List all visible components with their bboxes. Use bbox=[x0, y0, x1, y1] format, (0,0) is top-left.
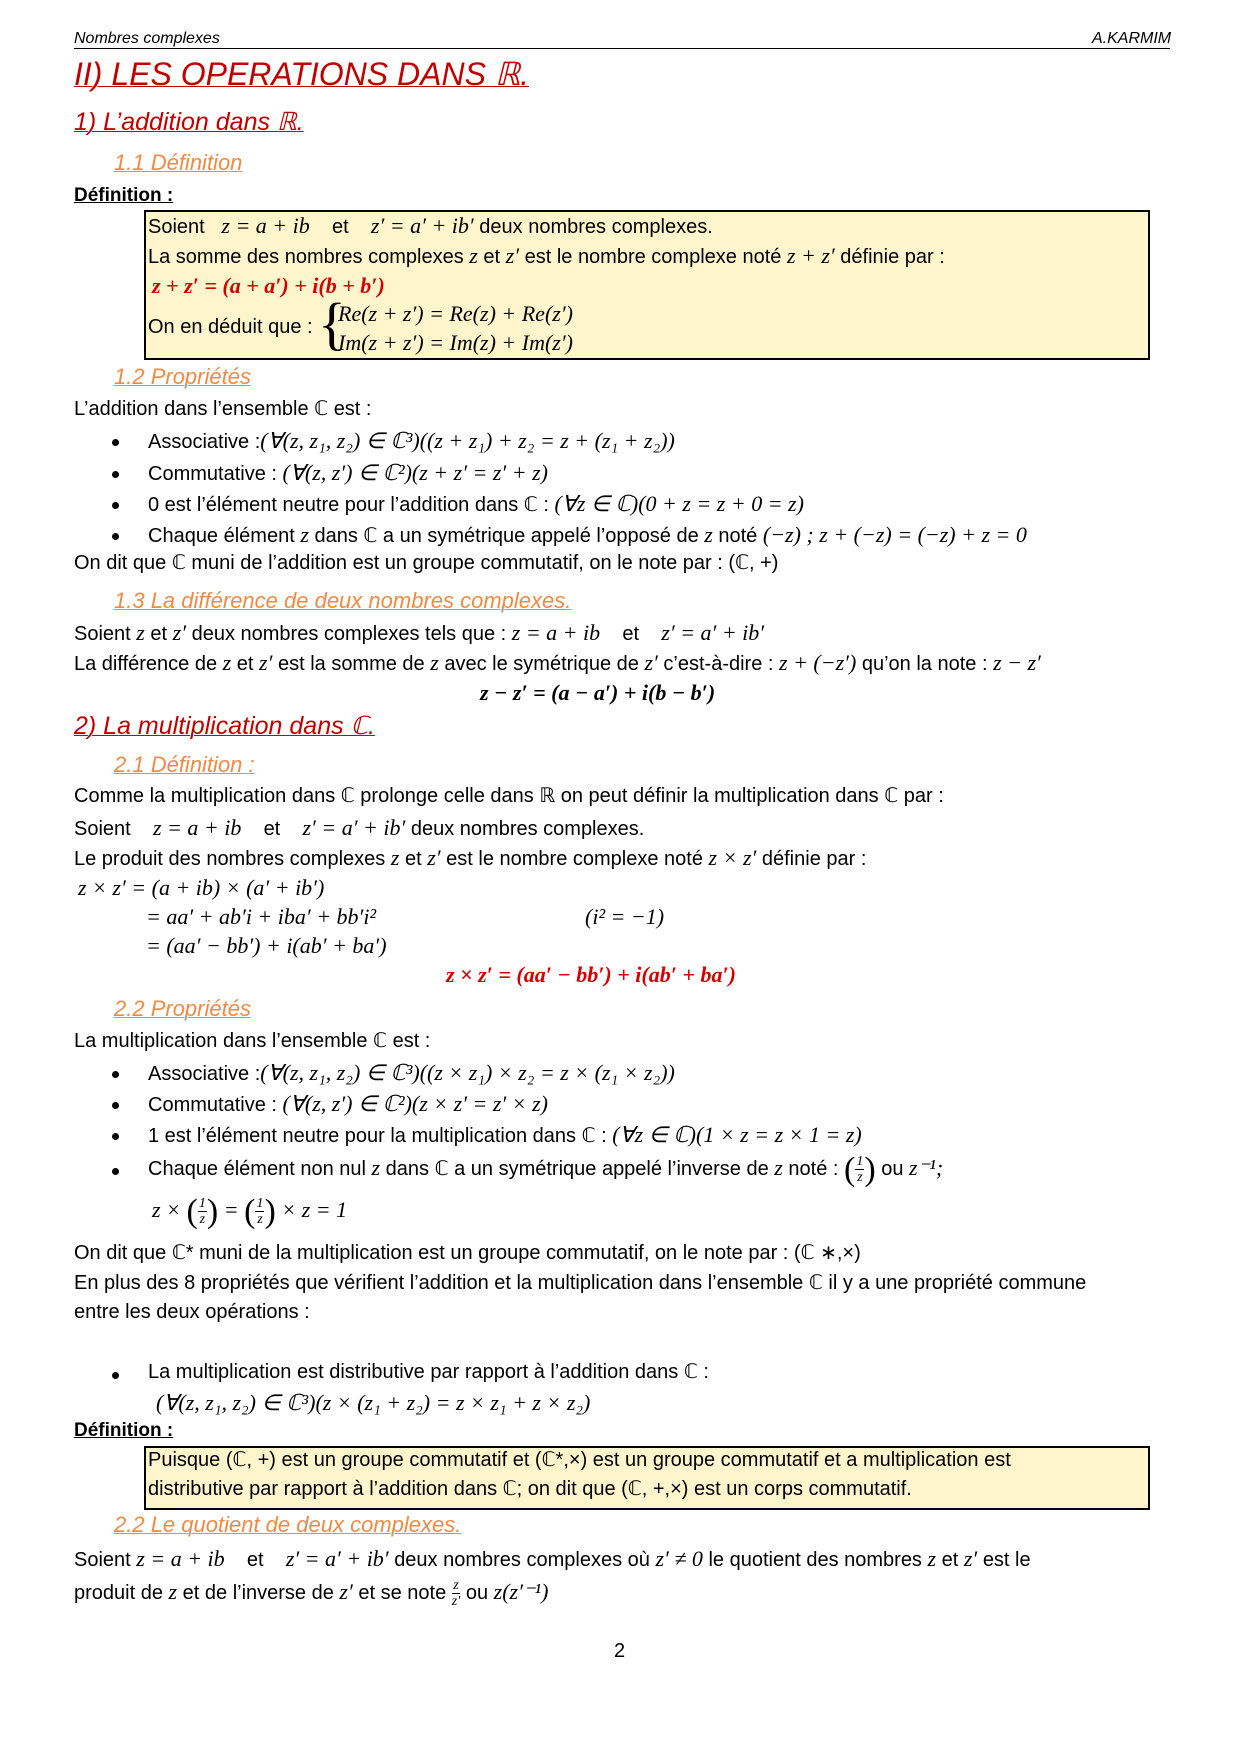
math: (∀z ∈ ℂ)(1 × z = z × 1 = z) bbox=[612, 1122, 862, 1147]
text: deux nombres complexes. bbox=[410, 818, 645, 840]
math: (∀(z, z′) ∈ ℂ²)(z + z′ = z′ + z) bbox=[282, 460, 548, 485]
section-1-heading: 1) L’addition dans ℝ. bbox=[74, 108, 304, 136]
mult-prop-commutative bbox=[148, 1091, 548, 1117]
page-title: II) LES OPERATIONS DANS ℝ. bbox=[74, 56, 530, 92]
math: z bbox=[927, 1546, 937, 1571]
mult-prop-inverse bbox=[148, 1150, 943, 1189]
bullet bbox=[112, 439, 119, 446]
box-deduit: On en déduit que : bbox=[148, 316, 313, 338]
text: et bbox=[404, 848, 422, 870]
text: définie par : bbox=[840, 246, 945, 268]
header-left: Nombres complexes bbox=[74, 30, 220, 47]
math: z′ bbox=[339, 1579, 353, 1605]
text: et bbox=[236, 653, 254, 675]
section-1-3-heading: 1.3 La différence de deux nombres complexes. bbox=[114, 588, 572, 613]
text: Soient bbox=[148, 216, 205, 238]
math-z: z = a + ib bbox=[221, 213, 310, 238]
math: (−z) ; z + (−z) = (−z) + z = 0 bbox=[762, 522, 1027, 547]
math: (∀(z, z₁, z₂) ∈ ℂ³)((z + z₁) + z₂ = z + (z₁ + z₂)) bbox=[260, 428, 675, 453]
text: et bbox=[941, 1549, 959, 1571]
text: deux nombres complexes tels que : bbox=[191, 623, 507, 645]
bullet bbox=[112, 1372, 119, 1379]
mult-line-2 bbox=[74, 815, 644, 841]
plus-line-2: entre les deux opérations : bbox=[74, 1301, 310, 1323]
distributive-formula: (∀(z, z₁, z₂) ∈ ℂ³)(z × (z₁ + z₂) = z × z₁ + z × z₂) bbox=[156, 1390, 591, 1415]
definition-label: Définition : bbox=[74, 185, 174, 206]
fraction-inverse bbox=[198, 1196, 207, 1228]
text: 0 est l’élément neutre pour l’addition dans ℂ : bbox=[148, 494, 549, 516]
group-addition: On dit que ℂ muni de l’addition est un groupe commutatif, on le note par : (ℂ, +) bbox=[74, 552, 779, 574]
box-line-1 bbox=[148, 213, 713, 239]
math: z bbox=[371, 1154, 381, 1180]
fraction-numerator: 1 bbox=[856, 1153, 864, 1169]
math: z × bbox=[152, 1196, 181, 1222]
math: z′ bbox=[644, 650, 658, 675]
math: z = a + ib bbox=[136, 1546, 225, 1571]
text: La somme des nombres complexes bbox=[148, 246, 464, 268]
text: le quotient des nombres bbox=[708, 1549, 922, 1571]
fraction-quotient bbox=[452, 1578, 461, 1610]
difference-formula: z − z′ = (a − a′) + i(b − b′) bbox=[480, 680, 716, 705]
math: × z = 1 bbox=[281, 1196, 348, 1222]
paren-close: ) bbox=[864, 1151, 876, 1188]
text: et de l’inverse de bbox=[182, 1582, 334, 1605]
math: z′ bbox=[427, 845, 441, 870]
section-1-1-heading: 1.1 Définition bbox=[114, 150, 243, 175]
addition-formula: z + z′ = (a + a′) + i(b + b′) bbox=[152, 273, 385, 298]
text: est le nombre complexe noté bbox=[446, 848, 703, 870]
calc-line-3: = (aa′ − bb′) + i(ab′ + ba′) bbox=[146, 933, 387, 958]
bullet bbox=[112, 1133, 119, 1140]
prop-intro: L’addition dans l’ensemble ℂ est : bbox=[74, 398, 372, 420]
text: définie par : bbox=[761, 848, 867, 870]
section-2-1-heading: 2.1 Définition : bbox=[114, 752, 255, 777]
math: z′ bbox=[505, 243, 520, 268]
group-multiplication: On dit que ℂ* muni de la multiplication est un groupe commutatif, on le note par : (ℂ ∗,×) bbox=[74, 1242, 861, 1264]
bullet bbox=[112, 533, 119, 540]
math: z × z′ bbox=[708, 845, 757, 870]
text: deux nombres complexes où bbox=[394, 1549, 650, 1571]
text: Commutative : bbox=[148, 463, 277, 485]
text: Soient bbox=[74, 818, 131, 840]
fraction-denominator: z bbox=[857, 1170, 863, 1186]
math-z-prime: z′ = a′ + ib′ bbox=[370, 213, 474, 238]
math: z = a + ib bbox=[511, 620, 601, 645]
bullet bbox=[112, 1168, 119, 1175]
text: et bbox=[483, 246, 501, 268]
prop-commutative bbox=[148, 460, 548, 486]
math: z′ bbox=[172, 620, 187, 645]
brace-glyph: { bbox=[318, 291, 346, 356]
text: Associative : bbox=[148, 431, 261, 453]
fraction-numerator: 1 bbox=[256, 1195, 264, 1211]
math: z = a + ib bbox=[152, 815, 242, 840]
math: z⁻¹; bbox=[909, 1154, 944, 1180]
mult-intro: Comme la multiplication dans ℂ prolonge celle dans ℝ on peut définir la multiplication dans ℂ par : bbox=[74, 785, 944, 807]
math: z(z′⁻¹) bbox=[493, 1579, 549, 1605]
text: Associative : bbox=[148, 1063, 261, 1085]
text: noté : bbox=[788, 1157, 839, 1180]
math: z bbox=[430, 650, 439, 675]
diff-line-1 bbox=[74, 620, 764, 646]
text: et bbox=[150, 623, 168, 645]
math: z′ = a′ + ib′ bbox=[661, 620, 765, 645]
math: z − z′ bbox=[993, 650, 1041, 675]
math: z′ ≠ 0 bbox=[655, 1546, 703, 1571]
text: Chaque élément non nul bbox=[148, 1157, 366, 1180]
page-number: 2 bbox=[614, 1640, 626, 1662]
text: est le bbox=[982, 1549, 1031, 1571]
math: (∀(z, z′) ∈ ℂ²)(z × z′ = z′ × z) bbox=[282, 1091, 548, 1116]
text: 1 est l’élément neutre pour la multiplication dans ℂ : bbox=[148, 1125, 607, 1147]
inverse-identity bbox=[152, 1192, 347, 1231]
math: z bbox=[774, 1154, 783, 1180]
fraction-denominator: z′ bbox=[451, 1594, 461, 1610]
math: z′ bbox=[963, 1546, 978, 1571]
text: est le nombre complexe noté bbox=[524, 246, 782, 268]
calc-line-1: z × z′ = (a + ib) × (a′ + ib′) bbox=[78, 875, 325, 900]
text: Commutative : bbox=[148, 1094, 277, 1116]
plus-line-1: En plus des 8 propriétés que vérifient l’addition et la multiplication dans l’ensemble ℂ il y a une propriété commune bbox=[74, 1272, 1087, 1294]
imag-part-formula: Im(z + z′) = Im(z) + Im(z′) bbox=[338, 330, 574, 355]
calc-note: (i² = −1) bbox=[585, 904, 665, 929]
text: est la somme de bbox=[277, 653, 425, 675]
diff-line-2 bbox=[74, 650, 1041, 676]
math: z bbox=[222, 650, 232, 675]
paren-close: ) bbox=[264, 1193, 276, 1230]
text: c’est-à-dire : bbox=[663, 653, 774, 675]
product-formula: z × z′ = (aa′ − bb′) + i(ab′ + ba′) bbox=[446, 962, 736, 987]
math: = bbox=[223, 1196, 239, 1222]
bullet bbox=[112, 1102, 119, 1109]
prop-neutral bbox=[148, 491, 804, 517]
math: z + z′ bbox=[786, 243, 835, 268]
text: Soient bbox=[74, 1549, 131, 1571]
fraction-denominator: z bbox=[199, 1212, 206, 1228]
math: z bbox=[136, 620, 145, 645]
math: (∀z ∈ ℂ)(0 + z = z + 0 = z) bbox=[554, 491, 804, 516]
text: avec le symétrique de bbox=[444, 653, 639, 675]
header-rule bbox=[74, 48, 1170, 49]
text: et bbox=[622, 623, 640, 645]
text: Le produit des nombres complexes bbox=[74, 848, 386, 870]
real-part-formula: Re(z + z′) = Re(z) + Re(z′) bbox=[338, 301, 573, 326]
math: (∀(z, z₁, z₂) ∈ ℂ³)((z × z₁) × z₂ = z × (z₁ × z₂)) bbox=[260, 1060, 675, 1085]
math: z bbox=[300, 522, 309, 547]
quotient-line-1 bbox=[74, 1546, 1031, 1572]
math: z bbox=[390, 845, 400, 870]
paren-open: ( bbox=[844, 1151, 856, 1188]
fraction-numerator: z bbox=[453, 1578, 459, 1593]
text: dans ℂ a un symétrique appelé l’opposé de bbox=[314, 525, 699, 547]
bullet bbox=[112, 502, 119, 509]
definition-label: Définition : bbox=[74, 1420, 174, 1441]
section-2-3-heading: 2.2 Le quotient de deux complexes. bbox=[114, 1512, 462, 1537]
text: produit de bbox=[74, 1582, 163, 1605]
section-1-2-heading: 1.2 Propriétés bbox=[114, 364, 251, 389]
text: et bbox=[332, 216, 349, 238]
math: z bbox=[704, 522, 713, 547]
paren-close: ) bbox=[206, 1193, 219, 1230]
box2-line-2: distributive par rapport à l’addition dans ℂ; on dit que (ℂ, +,×) est un corps commutatif. bbox=[148, 1478, 912, 1500]
mult-prop-neutral bbox=[148, 1122, 862, 1148]
mult-prop-associative bbox=[148, 1060, 675, 1086]
text: et bbox=[263, 818, 281, 840]
paren-open: ( bbox=[244, 1193, 256, 1230]
prop-opposite bbox=[148, 522, 1027, 548]
mult-line-3 bbox=[74, 845, 866, 871]
text: deux nombres complexes. bbox=[479, 216, 713, 238]
text: noté bbox=[718, 525, 758, 547]
text: qu’on la note : bbox=[861, 653, 988, 675]
distributive-text: La multiplication est distributive par rapport à l’addition dans ℂ : bbox=[148, 1361, 709, 1383]
prop-associative bbox=[148, 428, 675, 454]
math: z′ bbox=[259, 650, 273, 675]
math: z bbox=[168, 1579, 178, 1605]
text: La différence de bbox=[74, 653, 218, 675]
fraction-numerator: 1 bbox=[198, 1195, 206, 1211]
math: z′ = a′ + ib′ bbox=[285, 1546, 389, 1571]
fraction-inverse bbox=[855, 1154, 864, 1186]
math: z + (−z′) bbox=[779, 650, 857, 675]
math: z′ = a′ + ib′ bbox=[302, 815, 406, 840]
text: ou bbox=[465, 1582, 489, 1605]
header-right: A.KARMIM bbox=[1092, 30, 1172, 47]
paren-open: ( bbox=[186, 1193, 198, 1230]
section-2-heading: 2) La multiplication dans ℂ. bbox=[74, 712, 375, 740]
text: et bbox=[246, 1549, 264, 1571]
calc-line-2: = aa′ + ab′i + iba′ + bb′i² bbox=[146, 904, 377, 929]
bullet bbox=[112, 471, 119, 478]
text: dans ℂ a un symétrique appelé l’inverse de bbox=[385, 1157, 769, 1180]
text: Chaque élément bbox=[148, 525, 295, 547]
box-line-2 bbox=[148, 243, 945, 269]
bullet bbox=[112, 1071, 119, 1078]
mult-prop-intro: La multiplication dans l’ensemble ℂ est : bbox=[74, 1030, 431, 1052]
text: Soient bbox=[74, 623, 131, 645]
text: ou bbox=[881, 1157, 904, 1180]
box2-line-1: Puisque (ℂ, +) est un groupe commutatif et (ℂ*,×) est un groupe commutatif et a multiplication est bbox=[148, 1449, 1011, 1471]
text: et se note bbox=[358, 1582, 447, 1605]
quotient-line-2 bbox=[74, 1578, 548, 1610]
math: z bbox=[469, 243, 478, 268]
section-2-2-heading: 2.2 Propriétés bbox=[114, 996, 251, 1021]
fraction-denominator: z bbox=[257, 1212, 263, 1228]
